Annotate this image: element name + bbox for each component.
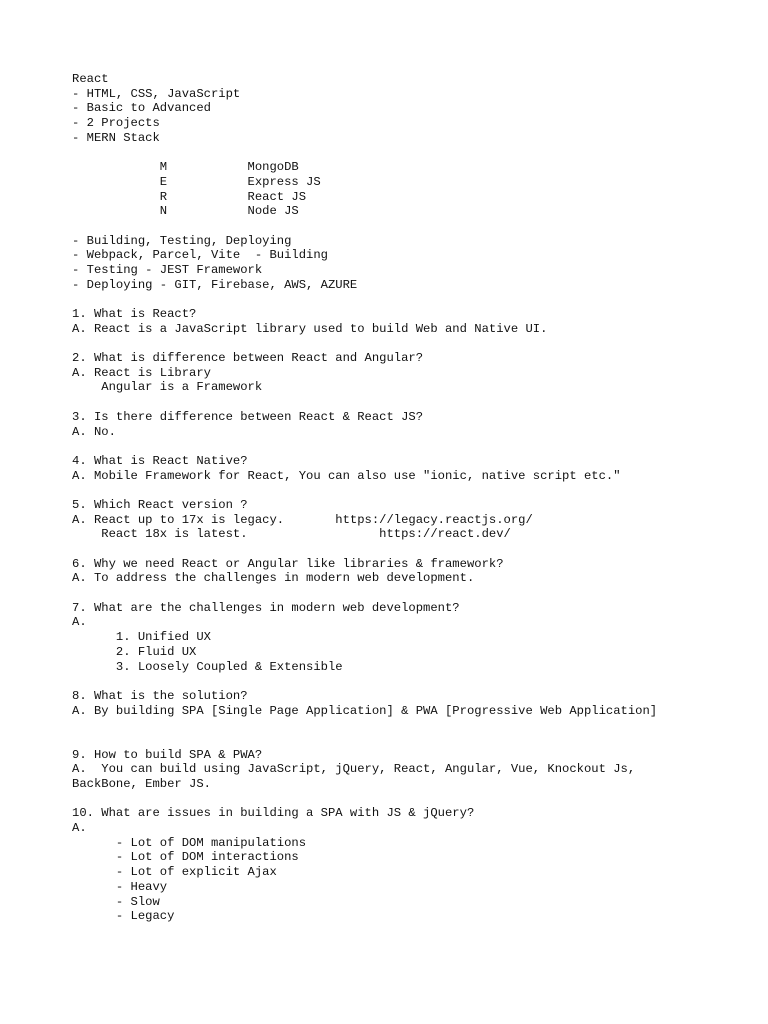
text-line: React 18x is latest. https://react.dev/ [72,527,511,542]
text-line: 1. Unified UX [72,630,211,645]
text-line: - 2 Projects [72,116,160,131]
blank-line [72,674,752,689]
blank-line [72,792,752,807]
blank-line [72,336,752,351]
text-line: 3. Loosely Coupled & Extensible [72,659,343,674]
text-line: A. To address the challenges in modern web development. [72,571,475,586]
text-line: A. [72,615,87,630]
blank-line [72,292,752,307]
text-line: 9. How to build SPA & PWA? [72,747,263,762]
text-line: A. React is a JavaScript library used to build Web and Native UI. [72,321,548,336]
text-line: A. No. [72,424,116,439]
text-line: 5. Which React version ? [72,497,248,512]
blank-line [72,145,752,160]
blank-line [72,219,752,234]
text-line: N Node JS [72,204,299,219]
text-line: A. Mobile Framework for React, You can also use "ionic, native script etc." [72,468,621,483]
text-line: A. React is Library [72,365,211,380]
blank-line [72,718,752,733]
text-line: 2. Fluid UX [72,644,197,659]
text-line: A. [72,821,87,836]
text-line: A. By building SPA [Single Page Application] & PWA [Progressive Web Application] [72,703,658,718]
text-line: React [72,72,109,86]
text-line: 2. What is difference between React and Angular? [72,351,424,366]
blank-line [72,395,752,410]
blank-line [72,542,752,557]
text-line: 4. What is React Native? [72,453,248,468]
text-line: - Lot of DOM manipulations [72,835,307,850]
text-line: 3. Is there difference between React & React JS? [72,409,424,424]
text-line: A. You can build using JavaScript, jQuery, React, Angular, Vue, Knockout Js, [72,762,636,777]
text-line: 6. Why we need React or Angular like libraries & framework? [72,556,504,571]
text-line: Angular is a Framework [72,380,263,395]
text-line: - Building, Testing, Deploying [72,233,292,248]
text-line: - Deploying - GIT, Firebase, AWS, AZURE [72,277,358,292]
text-line: - MERN Stack [72,130,160,145]
text-line: M MongoDB [72,160,299,175]
blank-line [72,733,752,748]
text-line: 1. What is React? [72,307,197,321]
text-line: - Lot of DOM interactions [72,850,299,865]
text-line: A. React up to 17x is legacy. https://legacy.reactjs.org/ [72,512,533,527]
text-line: - Testing - JEST Framework [72,262,263,277]
text-line: - Legacy [72,909,175,924]
blank-line [72,439,752,454]
text-line: 8. What is the solution? [72,688,248,703]
text-line: - Basic to Advanced [72,101,211,116]
text-line: 10. What are issues in building a SPA with JS & jQuery? [72,806,475,821]
text-line: E Express JS [72,174,321,189]
text-line: R React JS [72,189,307,204]
text-line: 7. What are the challenges in modern web development? [72,600,460,615]
text-line: - Webpack, Parcel, Vite - Building [72,248,328,263]
text-line: - Slow [72,894,160,909]
text-line: - Heavy [72,879,168,894]
document-body [72,72,752,924]
text-line: - Lot of explicit Ajax [72,865,277,880]
blank-line [72,483,752,498]
blank-line [72,586,752,601]
text-line: - HTML, CSS, JavaScript [72,86,241,101]
text-line: BackBone, Ember JS. [72,777,211,791]
